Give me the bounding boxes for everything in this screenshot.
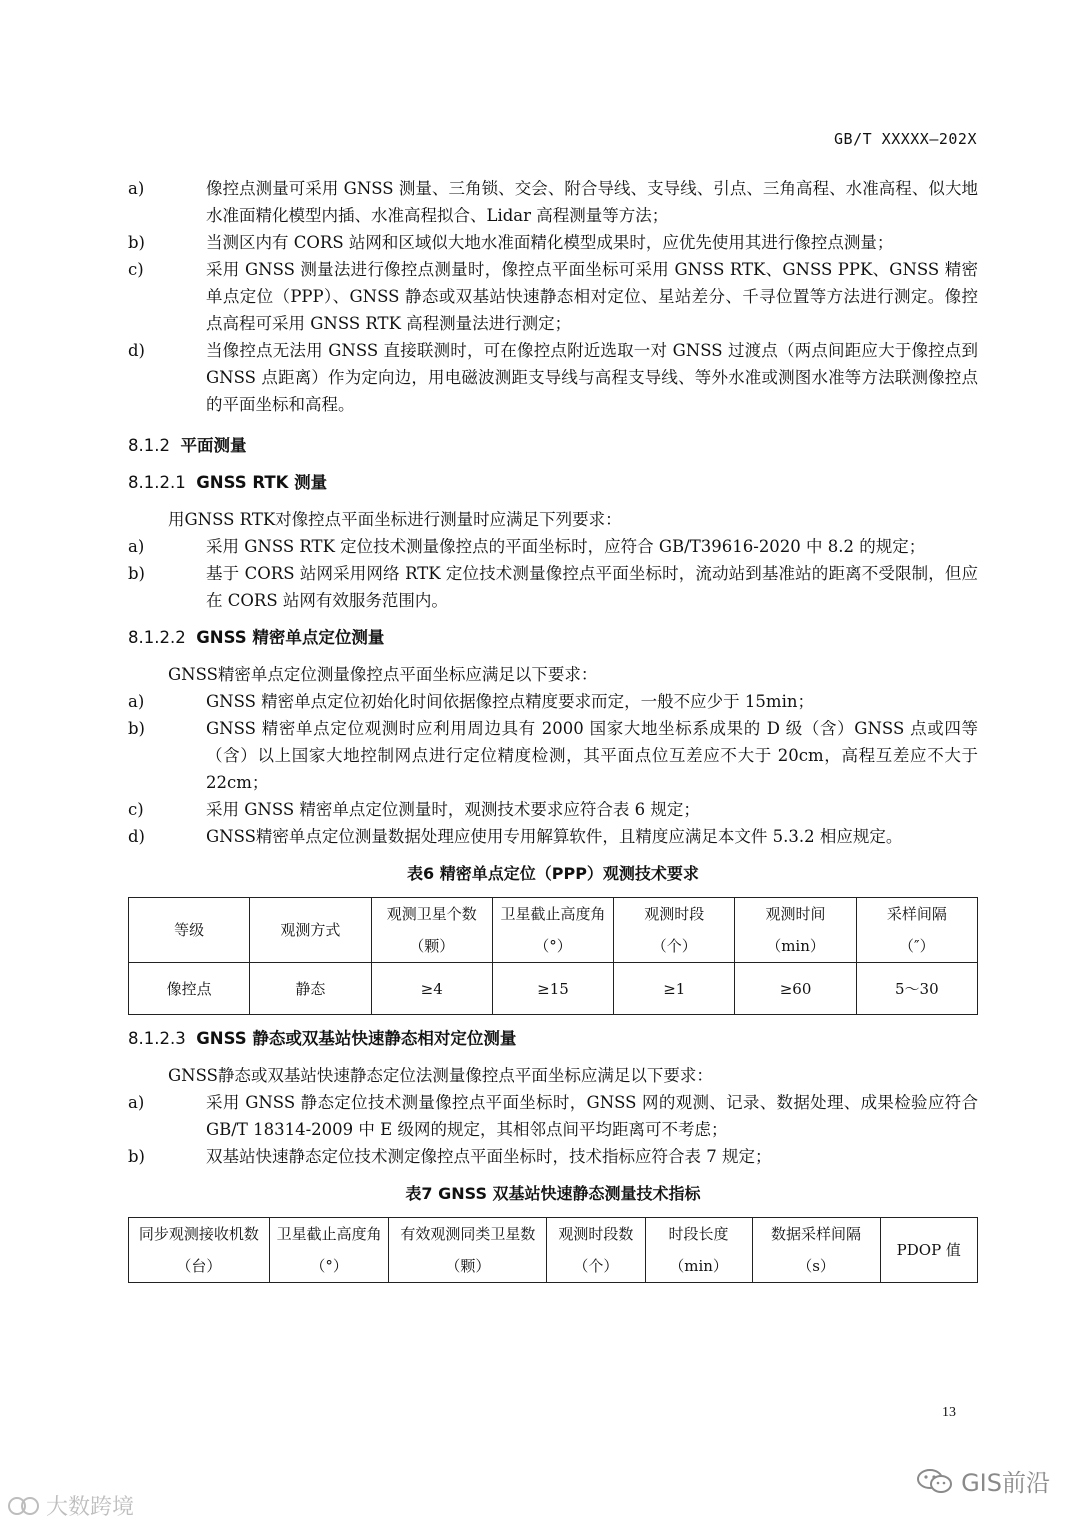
list-item: c) 采用 GNSS 测量法进行像控点测量时，像控点平面坐标可采用 GNSS RTK、GNSS PPK、GNSS 精密单点定位（PPP）、GNSS 静态或双基站快速静态相对定位、星站差分、千寻位置等方法进行测定。像控点高程可采用 GNSS RTK 高程测量法进行测定； bbox=[128, 260, 978, 333]
list-item: b) 双基站快速静态定位技术测定像控点平面坐标时，技术指标应符合表 7 规定； bbox=[128, 1147, 772, 1166]
table7 bbox=[128, 1217, 978, 1283]
section-heading-8-1-2: 8.1.2 平面测量 bbox=[128, 436, 247, 455]
section-intro: GNSS静态或双基站快速静态定位法测量像控点平面坐标应满足以下要求： bbox=[168, 1066, 713, 1085]
table6-caption: 表6 精密单点定位（PPP）观测技术要求 bbox=[407, 864, 699, 883]
page-content bbox=[128, 175, 978, 1283]
list-item: b) 基于 CORS 站网采用网络 RTK 定位技术测量像控点平面坐标时，流动站到基准站的距离不受限制，但应在 CORS 站网有效服务范围内。 bbox=[128, 564, 978, 610]
wechat-icon bbox=[915, 1466, 955, 1496]
list-item: c) 采用 GNSS 精密单点定位测量时，观测技术要求应符合表 6 规定； bbox=[128, 800, 700, 819]
section-intro: GNSS精密单点定位测量像控点平面坐标应满足以下要求： bbox=[168, 665, 598, 684]
watermark-left: 大数跨境 bbox=[8, 1490, 134, 1521]
standard-code: GB/T XXXXX—202X bbox=[834, 130, 977, 148]
list-item: a) GNSS 精密单点定位初始化时间依据像控点精度要求而定，一般不应少于 15min； bbox=[128, 692, 814, 711]
table7-caption: 表7 GNSS 双基站快速静态测量技术指标 bbox=[405, 1184, 701, 1203]
section-heading-8-1-2-3: 8.1.2.3 GNSS 静态或双基站快速静态相对定位测量 bbox=[128, 1029, 517, 1048]
list-methods bbox=[128, 175, 978, 418]
list-item: a) 像控点测量可采用 GNSS 测量、三角锁、交会、附合导线、支导线、引点、三角高程、水准高程、似大地水准面精化模型内插、水准高程拟合、Lidar 高程测量等方法； bbox=[128, 179, 978, 225]
section-heading-8-1-2-1: 8.1.2.1 GNSS RTK 测量 bbox=[128, 473, 328, 492]
list-item: b) 当测区内有 CORS 站网和区域似大地水准面精化模型成果时，应优先使用其进行像控点测量； bbox=[128, 233, 894, 252]
table-header-row: 同步观测接收机数 （台） 卫星截止高度角 （°） 有效观测同类卫星数 （颗） 观测时段数 （个） 时段长度 （min） 数据采样间隔 （s） PDOP 值 bbox=[129, 1218, 978, 1283]
table-row: 像控点 静态 ≥4 ≥15 ≥1 ≥60 5～30 bbox=[129, 963, 978, 1015]
list-item: d) GNSS精密单点定位测量数据处理应使用专用解算软件，且精度应满足本文件 5.3.2 相应规定。 bbox=[128, 827, 903, 846]
page-number: 13 bbox=[942, 1405, 956, 1420]
list-item: a) 采用 GNSS 静态定位技术测量像控点平面坐标时，GNSS 网的观测、记录、数据处理、成果检验应符合 GB/T 18314-2009 中 E 级网的规定，其相邻点间平均距离可不考虑； bbox=[128, 1093, 978, 1139]
watermark-right: GIS前沿 bbox=[915, 1463, 1050, 1498]
table6 bbox=[128, 897, 978, 1015]
logo-icon bbox=[8, 1495, 42, 1517]
list-item: b) GNSS 精密单点定位观测时应利用周边具有 2000 国家大地坐标系成果的 D 级（含）GNSS 点或四等（含）以上国家大地控制网点进行定位精度检测，其平面点位互差应不大于 20cm，高程互差应不大于 22cm； bbox=[128, 719, 978, 792]
section-heading-8-1-2-2: 8.1.2.2 GNSS 精密单点定位测量 bbox=[128, 628, 385, 647]
list-item: d) 当像控点无法用 GNSS 直接联测时，可在像控点附近选取一对 GNSS 过渡点（两点间距应大于像控点到 GNSS 点距离）作为定向边，用电磁波测距支导线与高程支导线、等外水准或测图水准等方法联测像控点的平面坐标和高程。 bbox=[128, 341, 978, 414]
list-item: a) 采用 GNSS RTK 定位技术测量像控点的平面坐标时，应符合 GB/T39616-2020 中 8.2 的规定； bbox=[128, 537, 926, 556]
section-intro: 用GNSS RTK对像控点平面坐标进行测量时应满足下列要求： bbox=[168, 510, 622, 529]
table-header-row: 等级 观测方式 观测卫星个数 （颗） 卫星截止高度角 （°） 观测时段 （个） 观测时间 （min） 采样间隔 （″） bbox=[129, 898, 978, 963]
